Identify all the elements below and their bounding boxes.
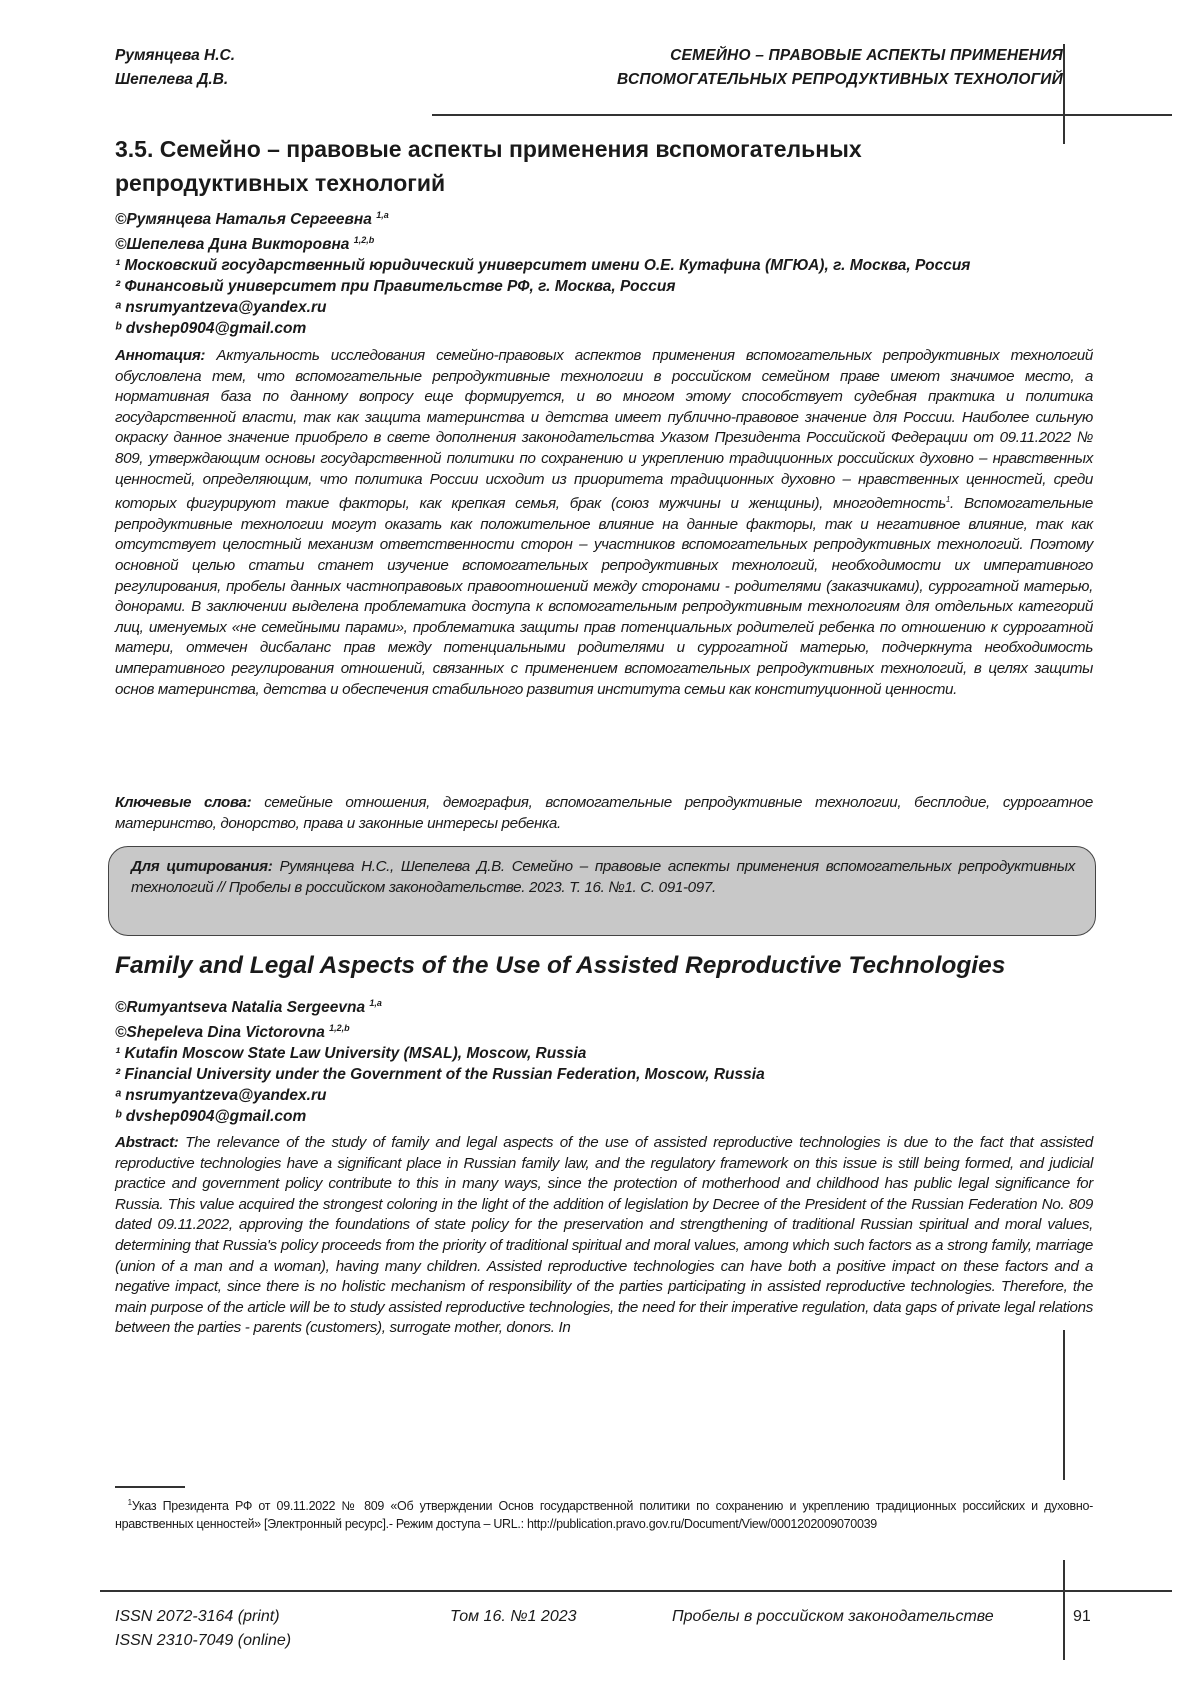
footer-rule <box>100 1590 1172 1592</box>
keywords-text: семейные отношения, демография, вспомогательные репродуктивные технологии, бесплодие, суррогатное материнство, донорство, права и законные интересы ребенка. <box>115 794 1093 832</box>
abstract-text: The relevance of the study of family and legal aspects of the use of assisted reproductive technologies is due to the fact that assisted reproductive technologies have a significant place in Russian family law, and the regulatory framework on this issue is still being formed, and judicial practice and government policy contribute to this in many ways, since the protection of motherhood and childhood has public legal significance for Russia. This value acquired the strongest coloring in the light of the addition of legislation by Decree of the President of the Russian Federation No. 809 dated 09.11.2022, approving the foundations of state policy for the preservation and strengthening of traditional Russian spiritual and moral values, determining that Russia's policy proceeds from the priority of traditional spiritual and moral values, among which such factors as a strong family, marriage (union of a man and a woman), having many children. Assisted reproductive technologies can have both a positive impact on these factors and a negative impact, since there is no holistic mechanism of responsibility of the parties participating in assisted reproductive technologies. Therefore, the main purpose of the article will be to study assisted reproductive technologies, the need for their imperative regulation, data gaps of private legal relations between the parties - parents (customers), surrogate mother, donors. In <box>115 1134 1093 1336</box>
volume-issue: Том 16. №1 2023 <box>450 1605 577 1629</box>
running-title <box>617 44 1063 92</box>
abstract-label: Abstract: <box>115 1134 179 1151</box>
abstract <box>115 1133 1093 1339</box>
author: ©Румянцева Наталья Сергеевна 1,a <box>115 205 1095 230</box>
running-title-line: ВСПОМОГАТЕЛЬНЫХ РЕПРОДУКТИВНЫХ ТЕХНОЛОГИЙ <box>617 68 1063 92</box>
header-vertical-rule <box>1063 44 1065 144</box>
issn-block <box>115 1605 291 1653</box>
header-horizontal-rule <box>432 114 1172 116</box>
citation-text: Румянцева Н.С., Шепелева Д.В. Семейно – правовые аспекты применения вспомогательных репродуктивных технологий // Пробелы в российском законодательстве. 2023. Т. 16. №1. С. 091-097. <box>131 858 1075 896</box>
journal-name: Пробелы в российском законодательстве <box>672 1605 994 1629</box>
issn-online: ISSN 2310-7049 (online) <box>115 1629 291 1653</box>
running-title-line: СЕМЕЙНО – ПРАВОВЫЕ АСПЕКТЫ ПРИМЕНЕНИЯ <box>617 44 1063 68</box>
footer-vertical-rule <box>1063 1560 1065 1660</box>
running-author: Шепелева Д.В. <box>115 68 235 92</box>
keywords <box>115 793 1093 834</box>
issn-print: ISSN 2072-3164 (print) <box>115 1605 291 1629</box>
email[interactable]: ᵃ nsrumyantzeva@yandex.ru <box>115 1085 1095 1106</box>
annotation <box>115 346 1093 700</box>
annotation-text: Актуальность исследования семейно-правовых аспектов применения вспомогательных репродуктивных технологий обусловлена тем, что вспомогательные репродуктивные технологии в российском семейном праве имеют значимое место, а нормативная база по данному вопросу еще формируется, и во многом этому способствует судебная практика и политика государственной власти, так как защита материнства и детства имеет публично-правовое значение для России. Наиболее сильную окраску данное значение приобрело в свете дополнения законодательства Указом Президента Российской Федерации от 09.11.2022 № 809, утверждающим основы государственной политики по сохранению и укреплению традиционных российских духовно – нравственных ценностей, определяющим, что политика России исходит из приоритета традиционных духовно – нравственных ценностей, среди которых фигурируют такие факторы, как крепкая семья, брак (союз мужчины и женщины), многодетность <box>115 347 1093 512</box>
running-author: Румянцева Н.С. <box>115 44 235 68</box>
affiliation: ² Финансовый университет при Правительстве РФ, г. Москва, Россия <box>115 276 1095 297</box>
side-rule <box>1063 1330 1065 1480</box>
email[interactable]: ᵇ dvshep0904@gmail.com <box>115 1106 1095 1127</box>
citation-label: Для цитирования: <box>131 858 272 875</box>
author: ©Шепелева Дина Викторовна 1,2,b <box>115 230 1095 255</box>
affiliation: ¹ Kutafin Moscow State Law University (MSAL), Moscow, Russia <box>115 1043 1095 1064</box>
keywords-label: Ключевые слова: <box>115 794 251 811</box>
footnote: 1Указ Президента РФ от 09.11.2022 № 809 «Об утверждении Основ государственной политики по сохранению и укреплению традиционных российских и духовно- нравственных ценностей» [Электронный ресурс].- Режим доступа – URL.: http://publication.pravo.gov.ru/Document/View/0001202009070039 <box>115 1494 1093 1533</box>
authors-block-ru <box>115 205 1095 339</box>
article-title-en: Family and Legal Aspects of the Use of Assisted Reproductive Technologies <box>115 952 1005 980</box>
authors-block-en <box>115 993 1095 1127</box>
annotation-label: Аннотация: <box>115 347 205 364</box>
page-number: 91 <box>1073 1605 1091 1629</box>
citation-box <box>108 846 1096 936</box>
article-title: 3.5. Семейно – правовые аспекты применения вспомогательных репродуктивных технологий <box>115 132 1015 200</box>
author: ©Shepeleva Dina Victorovna 1,2,b <box>115 1018 1095 1043</box>
affiliation: ² Financial University under the Government of the Russian Federation, Moscow, Russia <box>115 1064 1095 1085</box>
annotation-text: . Вспомогательные репродуктивные технологии могут оказать как положительное влияние на данные факторы, так и негативное влияние, так как отсутствует целостный механизм ответственности сторон – участников вспомогательных репродуктивных технологий. Поэтому основной целью статьи станет изучение вспомогательных репродуктивных технологий, необходимости их императивного регулирования, пробелы данных частноправовых правоотношений между сторонами - родителями (заказчиками), суррогатной матерью, донорами. В заключении выделена проблематика доступа к вспомогательным репродуктивным технологиям для отдельных категорий лиц, именуемых «не семейными парами», проблематика защиты прав потенциальных родителей ребенка по отношению к суррогатной матери, отмечен дисбаланс прав между потенциальными родителями и суррогатной матерью, подчеркнута необходимость императивного регулирования отношений, связанных с применением вспомогательных репродуктивных технологий, в целях защиты основ материнства, детства и обеспечения стабильного развития института семьи как конституционной ценности. <box>115 495 1093 697</box>
footnote-ref[interactable]: 1 <box>946 495 950 504</box>
running-authors <box>115 44 235 92</box>
email[interactable]: ᵃ nsrumyantzeva@yandex.ru <box>115 297 1095 318</box>
footnote-text: Указ Президента РФ от 09.11.2022 № 809 «Об утверждении Основ государственной политики по сохранению и укреплению традиционных российских и духовно- нравственных ценностей» [Электронный ресурс].- Режим доступа – URL.: http://publication.pravo.gov.ru/Document/View/0001202009070039 <box>115 1499 1093 1531</box>
email[interactable]: ᵇ dvshep0904@gmail.com <box>115 318 1095 339</box>
affiliation: ¹ Московский государственный юридический университет имени О.Е. Кутафина (МГЮА), г. Москва, Россия <box>115 255 1095 276</box>
author: ©Rumyantseva Natalia Sergeevna 1,a <box>115 993 1095 1018</box>
footnote-separator <box>115 1486 185 1488</box>
